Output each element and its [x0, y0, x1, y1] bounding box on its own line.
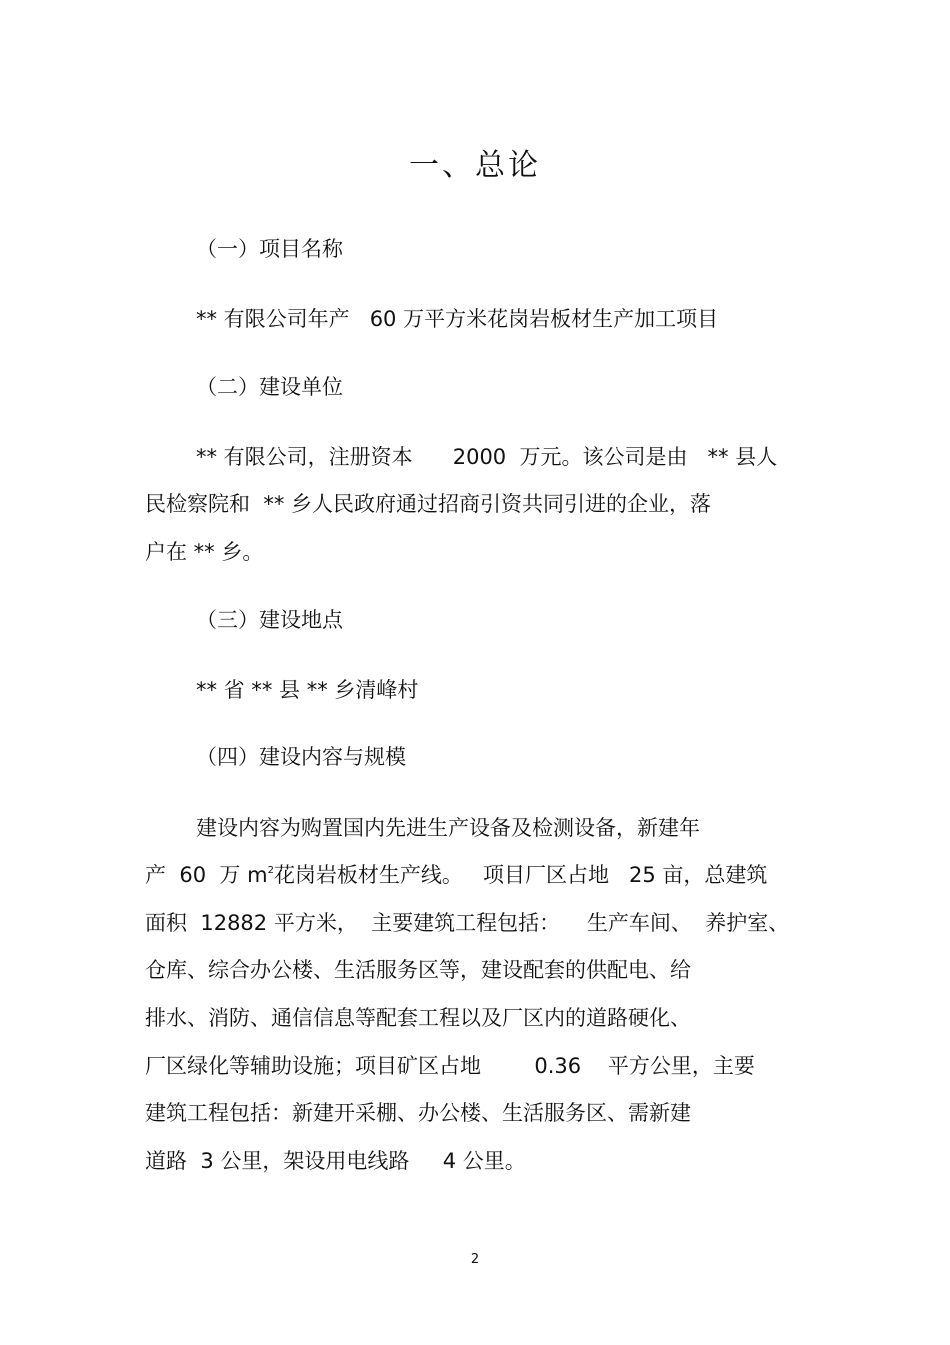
paragraph-line: 建筑工程包括：新建开采棚、办公楼、生活服务区、需新建 — [145, 1101, 691, 1125]
paragraph-text: 产 60 万 m — [145, 863, 268, 887]
paragraph-line: ** 有限公司，注册资本 2000 万元。该公司是由 ** 县人 — [196, 445, 778, 469]
page-number: 2 — [470, 1252, 480, 1267]
paragraph-line: ** 省 ** 县 ** 乡清峰村 — [196, 678, 419, 702]
section-heading-content-and-scale: （四）建设内容与规模 — [196, 745, 406, 769]
paragraph-line: 排水、消防、通信信息等配套工程以及厂区内的道路硬化、 — [145, 1006, 691, 1030]
paragraph-line: ** 有限公司年产 60 万平方米花岗岩板材生产加工项目 — [196, 307, 719, 331]
paragraph-line: 仓库、综合办公楼、生活服务区等，建设配套的供配电、给 — [145, 958, 691, 982]
page-title: 一、总论 — [409, 148, 541, 183]
paragraph-line: 厂区绿化等辅助设施；项目矿区占地 0.36 平方公里，主要 — [145, 1054, 755, 1078]
paragraph-line: 户在 ** 乡。 — [145, 540, 264, 564]
paragraph-line: 民检察院和 ** 乡人民政府通过招商引资共同引进的企业，落 — [145, 492, 712, 516]
paragraph-line: 建设内容为购置国内先进生产设备及检测设备，新建年 — [196, 816, 700, 840]
section-heading-project-name: （一）项目名称 — [196, 237, 343, 261]
paragraph-line — [145, 861, 767, 894]
paragraph-line: 道路 3 公里，架设用电线路 4 公里。 — [145, 1149, 526, 1173]
section-heading-construction-unit: （二）建设单位 — [196, 375, 343, 399]
superscript-2: 2 — [267, 865, 274, 876]
paragraph-line: 面积 12882 平方米， 主要建筑工程包括： 生产车间、 养护室、 — [145, 911, 790, 935]
paragraph-text: 花岗岩板材生产线。 项目厂区占地 25 亩，总建筑 — [273, 863, 768, 887]
section-heading-construction-site: （三）建设地点 — [196, 608, 343, 632]
